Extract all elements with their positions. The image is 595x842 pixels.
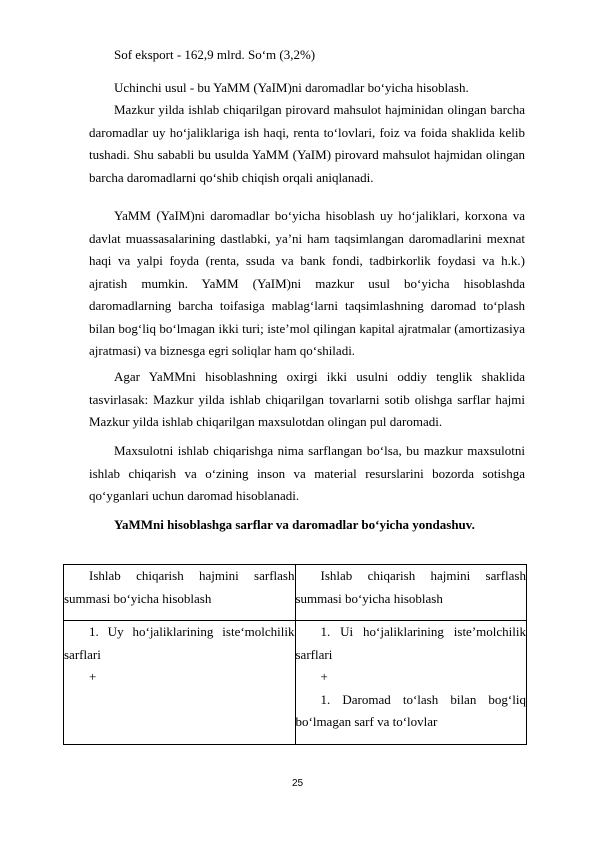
table-header-right-text: Ishlab chiqarish hajmini sarflash summasi bo‘yicha hisoblash (295, 568, 526, 606)
table-right-plus: + (320, 669, 328, 684)
paragraph-third-method: Uchinchi usul - bu YaMM (YaIM)ni daromadlar bo‘yicha hisoblash. (114, 80, 469, 95)
approach-table (63, 564, 527, 745)
table-cell-left (64, 621, 296, 745)
table-left-plus: + (89, 669, 97, 684)
paragraph-income-calculation: YaMM (YaIM)ni daromadlar bo‘yicha hisoblash uy ho‘jaliklari, korxona va davlat muassasalarining dastlabki, ya’ni ham taqsimlangan daromadlarini mexnat haqi va yalpi foyda (renta, ssuda va bank fondi, tadbirkorlik foydasi va h.k.) ajratish mumkin. YaMM (YaIM)ni mazkur usul bo‘yicha hisoblashda daromadlarning barcha toifasiga mablag‘larni taqsimlashning daromad to‘plash bilan bog‘liq bo‘lmagan ikki turi; iste’mol qilingan kapital ajratmalar (amortizasiya ajratmasi) va biznesga egri soliqlar ham qo‘shiladi. (89, 208, 525, 358)
table-row (64, 621, 527, 745)
page-number: 25 (291, 778, 304, 789)
table-right-item-2: 1. Daromad to‘lash bilan bog‘liq bo‘lmagan sarf va to‘lovlar (295, 691, 526, 729)
table-header-row (64, 565, 527, 621)
table-cell-right (295, 621, 527, 745)
paragraph-production-income: Maxsulotni ishlab chiqarishga nima sarflangan bo‘lsa, bu mazkur maxsulotni ishlab chiqarish va o‘zining inson va material resurslarini bozorda sotishga qo‘yganlari uchun daromad hisoblanadi. (89, 443, 525, 503)
paragraph-equality: Agar YaMMni hisoblashning oxirgi ikki usulni oddiy tenglik shaklida tasvirlasak: Mazkur yilda ishlab chiqarilgan tovarlarni sotib olishga sarflar hajmi Mazkur yilda ishlab chiqarilgan maxsulotdan olingan pul daromadi. (89, 369, 525, 429)
table-right-item-1: 1. Ui ho‘jaliklarining iste’molchilik sarflari (295, 624, 526, 662)
paragraph-net-export: Sof eksport - 162,9 mlrd. So‘m (3,2%) (114, 47, 316, 62)
table-cell-header-left (64, 565, 296, 621)
table-cell-header-right (295, 565, 527, 621)
section-heading: YaMMni hisoblashga sarflar va daromadlar bo‘yicha yondashuv. (114, 517, 475, 532)
table-header-left-text: Ishlab chiqarish hajmini sarflash summasi bo‘yicha hisoblash (64, 568, 295, 606)
table-left-item-1: 1. Uy ho‘jaliklarining iste‘molchilik sarflari (64, 624, 295, 662)
paragraph-income-intro: Mazkur yilda ishlab chiqarilgan pirovard mahsulot hajminidan olingan barcha daromadlar uy ho‘jaliklariga ish haqi, renta to‘lovlari, foiz va foida shaklida kelib tushadi. Shu sababli bu usulda YaMM (YaIM) pirovard mahsulot hajmidan olingan barcha daromadlarni qo‘shib chiqish orqali aniqlanadi. (89, 102, 525, 185)
